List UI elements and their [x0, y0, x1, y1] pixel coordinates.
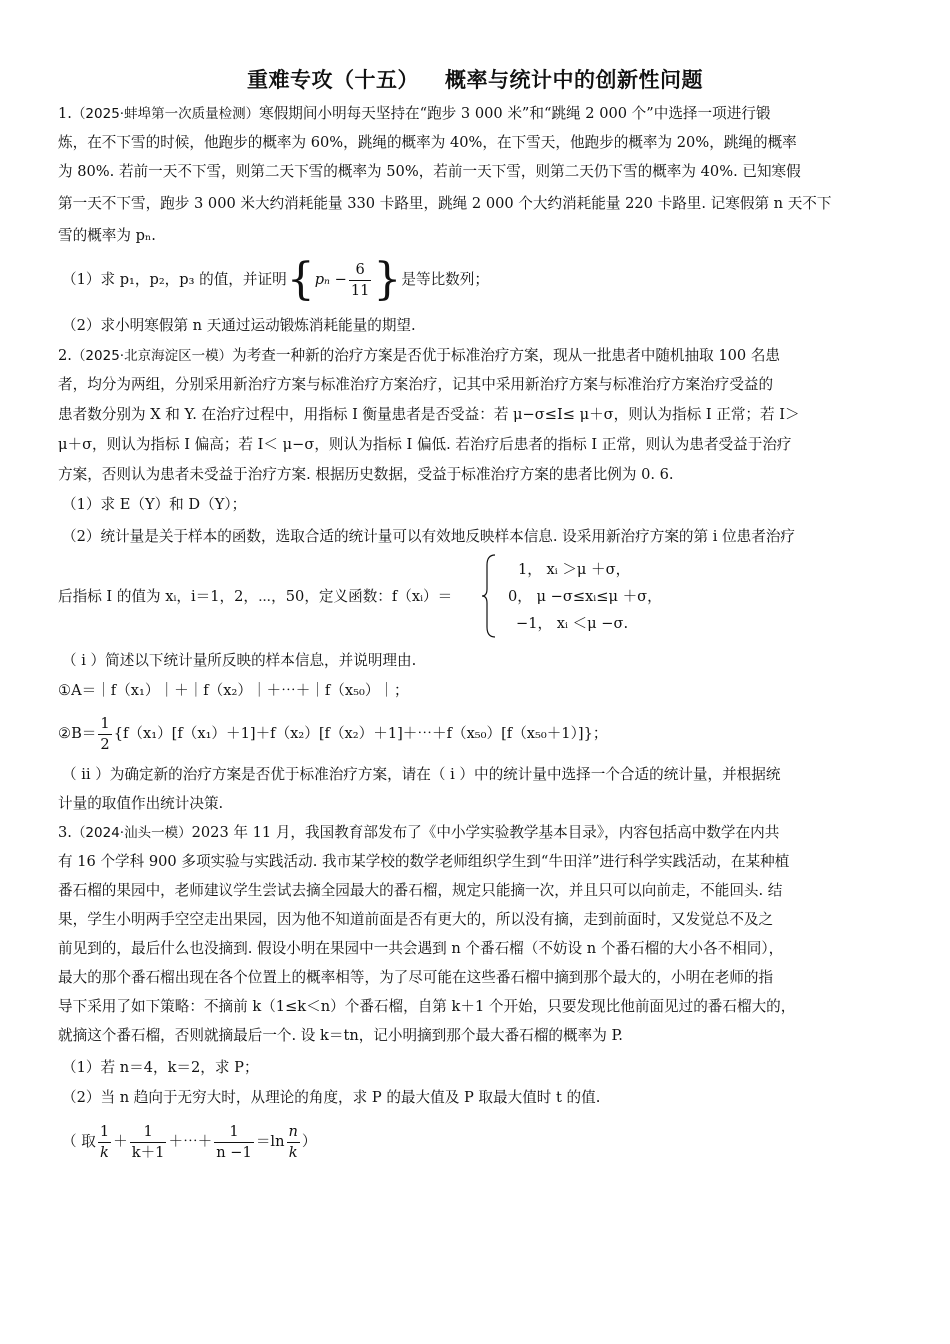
fraction-numerator: 1	[214, 1122, 254, 1143]
fraction-1-over-n-minus-1	[214, 1122, 254, 1163]
statistic-B-label: ②B＝	[58, 725, 97, 742]
fraction-numerator: 1	[98, 714, 111, 735]
problem-number: 1.	[58, 105, 72, 122]
problem-3-line-5: 前见到的，最后什么也没摘到. 假设小明在果园中一共会遇到 n 个番石榴（不妨设 n 个番石榴的大小各不相同），	[58, 940, 784, 957]
hint-close: ）	[301, 1133, 317, 1150]
problem-3-question-1: （1）若 n＝4，k＝2，求 P；	[62, 1059, 259, 1076]
problem-1-question-2: （2）求小明寒假第 n 天通过运动锻炼消耗能量的期望.	[62, 317, 416, 334]
problem-2-subquestion-i: （ ⅰ ）简述以下统计量所反映的样本信息，并说明理由.	[62, 652, 417, 669]
fraction-1-over-k	[98, 1122, 111, 1163]
problem-2-line-4: μ＋σ，则认为指标 I 偏高；若 I＜ μ−σ，则认为指标 I 偏低. 若治疗后患者的指标 I 正常，则认为患者受益于治疗	[58, 436, 792, 453]
problem-3-line-6: 最大的那个番石榴出现在各个位置上的概率相等，为了尽可能在这些番石榴中摘到那个最大的，小明在老师的指	[58, 969, 774, 986]
piecewise-case-2: 0， μ −σ≤xᵢ≤μ ＋σ，	[508, 588, 662, 605]
problem-1-line-1	[58, 104, 771, 124]
equals-ln: ＝ln	[255, 1133, 285, 1150]
problem-source: （2024·汕头一模）	[71, 825, 192, 841]
fraction-numerator: 1	[130, 1122, 167, 1143]
plus-sign: ＋	[113, 1133, 128, 1150]
problem-text: 为考查一种新的治疗方案是否优于标准治疗方案，现从一批患者中随机抽取 100 名患	[232, 347, 781, 364]
piecewise-case-1: 1， xᵢ ＞μ ＋σ，	[518, 561, 631, 578]
question-text: （1）求 p₁，p₂，p₃ 的值，并证明	[62, 271, 287, 288]
problem-1-line-5: 雪的概率为 pₙ.	[58, 227, 156, 244]
problem-2-line-2: 者，均分为两组，分别采用新治疗方案与标准治疗方案治疗，记其中采用新治疗方案与标准治疗方案治疗受益的	[58, 376, 774, 393]
problem-2-line-3: 患者数分别为 X 和 Y. 在治疗过程中，用指标 I 衡量患者是否受益：若 μ−σ≤I≤ μ＋σ，则认为指标 I 正常；若 I＞	[58, 406, 800, 423]
problem-number: 2.	[58, 347, 72, 364]
sequence-term: pₙ −	[314, 271, 347, 288]
problem-text: 寒假期间小明每天坚持在“跑步 3 000 米”和“跳绳 2 000 个”中选择一项进行锻	[259, 105, 771, 122]
problem-3-line-7: 导下采用了如下策略：不摘前 k（1≤k＜n）个番石榴，自第 k＋1 个开始，只要发现比他前面见过的番石榴大的，	[58, 998, 796, 1015]
left-brace: {	[286, 254, 315, 305]
fraction-denominator: 2	[100, 735, 110, 753]
ellipsis-sum: ＋⋯＋	[168, 1133, 213, 1150]
hint-open: （ 取	[62, 1133, 96, 1150]
problem-1-question-1	[62, 254, 489, 305]
problem-3-line-3: 番石榴的果园中，老师建议学生尝试去摘全园最大的番石榴，规定只能摘一次，并且只可以向前走，不能回头. 结	[58, 882, 783, 899]
problem-2-question-1: （1）求 E（Y）和 D（Y）；	[62, 496, 247, 513]
problem-3-line-2: 有 16 个学科 900 多项实验与实践活动. 我市某学校的数学老师组织学生到“牛田洋”进行科学实践活动，在某种植	[58, 853, 790, 870]
problem-3-line-8: 就摘这个番石榴，否则就摘最后一个. 设 k＝tn，记小明摘到那个最大番石榴的概率为 P.	[58, 1027, 623, 1044]
problem-text: 2023 年 11 月，我国教育部发布了《中小学实验教学基本目录》，内容包括高中数学在内共	[191, 824, 780, 841]
page-title	[0, 64, 950, 94]
title-part1: 重难专攻（十五）	[247, 68, 419, 92]
fraction-6-11	[349, 260, 372, 301]
statistic-B-expression: {f（x₁）[f（x₁）＋1]＋f（x₂）[f（x₂）＋1]＋⋯＋f（x₅₀）[f（x₅₀＋1）]}；	[113, 725, 608, 742]
fraction-n-over-k	[287, 1122, 300, 1163]
piecewise-brace	[481, 553, 497, 639]
fraction-one-half	[98, 714, 111, 755]
fraction-denominator: n −1	[216, 1143, 252, 1161]
fraction-denominator: k	[288, 1143, 298, 1161]
problem-3-line-4: 果，学生小明两手空空走出果园，因为他不知道前面是否有更大的，所以没有摘，走到前面时，又发觉总不及之	[58, 911, 774, 928]
problem-2-subquestion-ii-line-2: 计量的取值作出统计决策.	[58, 795, 224, 812]
problem-2-line-5: 方案，否则认为患者未受益于治疗方案. 根据历史数据，受益于标准治疗方案的患者比例为 0. 6.	[58, 466, 674, 483]
problem-1-line-3: 为 80%. 若前一天不下雪，则第二天下雪的概率为 50%，若前一天下雪，则第二天仍下雪的概率为 40%. 已知寒假	[58, 163, 801, 180]
problem-number: 3.	[58, 824, 72, 841]
fraction-numerator: n	[287, 1122, 300, 1143]
function-definition-lead: 后指标 I 的值为 xᵢ，i＝1，2，⋯，50，定义函数：f（xᵢ）＝	[58, 588, 453, 605]
problem-3-line-1	[58, 823, 779, 843]
fraction-1-over-k-plus-1	[130, 1122, 167, 1163]
fraction-numerator: 1	[98, 1122, 111, 1143]
problem-3-question-2: （2）当 n 趋向于无穷大时，从理论的角度，求 P 的最大值及 P 取最大值时 t 的值.	[62, 1089, 601, 1106]
piecewise-case-3: −1， xᵢ ＜μ −σ.	[516, 615, 629, 632]
right-brace: }	[373, 254, 402, 305]
fraction-denominator: k	[100, 1143, 109, 1161]
problem-2-question-2: （2）统计量是关于样本的函数，选取合适的统计量可以有效地反映样本信息. 设采用新治疗方案的第 i 位患者治疗	[62, 528, 796, 545]
statistic-B	[58, 712, 607, 756]
problem-source: （2025·北京海淀区一模）	[71, 348, 233, 364]
fraction-denominator: 11	[350, 281, 370, 299]
problem-1-line-2: 炼，在不下雪的时候，他跑步的概率为 60%，跳绳的概率为 40%，在下雪天，他跑步的概率为 20%，跳绳的概率	[58, 134, 797, 151]
problem-2-line-1	[58, 346, 780, 366]
statistic-A: ①A＝｜f（x₁）｜＋｜f（x₂）｜＋⋯＋｜f（x₅₀）｜；	[58, 682, 409, 699]
problem-1-line-4: 第一天不下雪，跑步 3 000 米大约消耗能量 330 卡路里，跳绳 2 000 个大约消耗能量 220 卡路里. 记寒假第 n 天不下	[58, 195, 832, 212]
problem-3-hint	[62, 1120, 317, 1164]
problem-source: （2025·蚌埠第一次质量检测）	[71, 106, 260, 122]
fraction-numerator: 6	[349, 260, 372, 281]
title-part2: 概率与统计中的创新性问题	[445, 68, 703, 92]
question-text: 是等比数列；	[401, 271, 489, 288]
fraction-denominator: k＋1	[131, 1143, 165, 1161]
problem-2-subquestion-ii-line-1: （ ⅱ ）为确定新的治疗方案是否优于标准治疗方案，请在（ ⅰ ）中的统计量中选择一个合适的统计量，并根据统	[62, 766, 781, 783]
